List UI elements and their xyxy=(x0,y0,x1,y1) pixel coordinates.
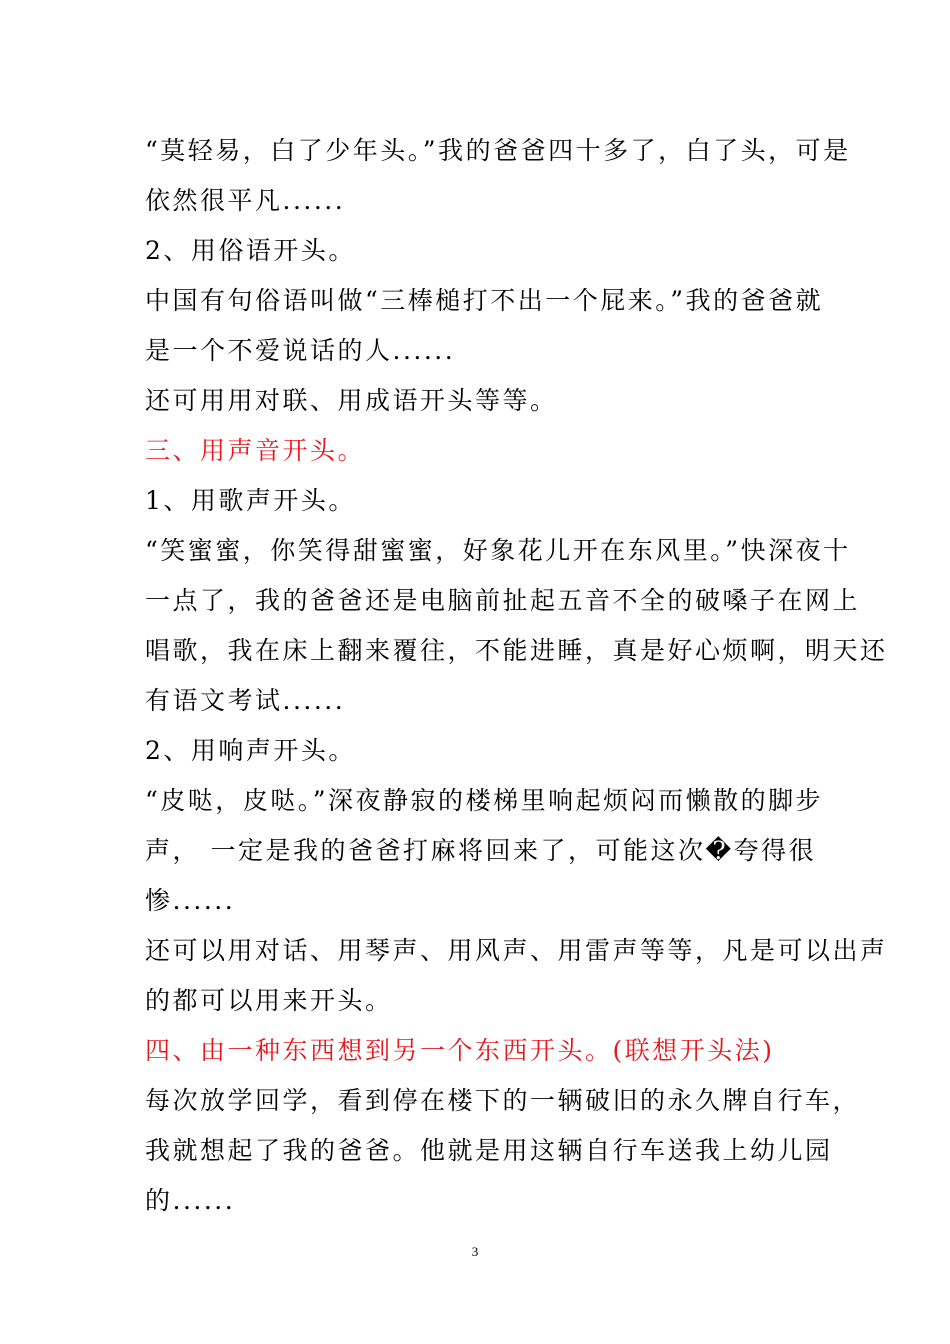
subheading: 2、用俗语开头。 xyxy=(145,236,356,265)
paragraph-line: 的都可以用来开头。 xyxy=(145,986,393,1015)
paragraph-line: 是一个不爱说话的人...... xyxy=(145,336,456,365)
paragraph-line: 我就想起了我的爸爸。他就是用这辆自行车送我上幼儿园 xyxy=(145,1136,833,1165)
paragraph-line: 还可用用对联、用成语开头等等。 xyxy=(145,386,558,415)
subheading: 2、用响声开头。 xyxy=(145,736,356,765)
section-heading: 三、用声音开头。 xyxy=(145,436,366,465)
section-heading: 四、由一种东西想到另一个东西开头。(联想开头法) xyxy=(145,1036,775,1065)
paragraph-line: 唱歌，我在床上翻来覆往，不能进睡，真是好心烦啊，明天还 xyxy=(145,636,888,665)
paragraph-line: 依然很平凡...... xyxy=(145,186,346,215)
subheading: 1、用歌声开头。 xyxy=(145,486,356,515)
paragraph-line: 还可以用对话、用琴声、用风声、用雷声等等，凡是可以出声 xyxy=(145,936,888,965)
paragraph-line: “莫轻易，白了少年头。”我的爸爸四十多了，白了头，可是 xyxy=(145,136,851,165)
paragraph-line: 有语文考试...... xyxy=(145,686,346,715)
paragraph-line: “皮哒，皮哒。”深夜静寂的楼梯里响起烦闷而懒散的脚步 xyxy=(145,786,824,815)
paragraph-line: 中国有句俗语叫做“三棒槌打不出一个屁来。”我的爸爸就 xyxy=(145,286,824,315)
paragraph-line: “笑蜜蜜，你笑得甜蜜蜜，好象花儿开在东风里。”快深夜十 xyxy=(145,536,851,565)
paragraph-line: 每次放学回学，看到停在楼下的一辆破旧的永久牌自行车， xyxy=(145,1086,861,1115)
paragraph-line: 惨...... xyxy=(145,886,236,915)
paragraph-line: 的...... xyxy=(145,1186,236,1215)
paragraph-line: 声， 一定是我的爸爸打麻将回来了，可能这次�夸得很 xyxy=(145,836,817,865)
page-number: 3 xyxy=(471,1244,479,1259)
paragraph-line: 一点了，我的爸爸还是电脑前扯起五音不全的破嗓子在网上 xyxy=(145,586,861,615)
